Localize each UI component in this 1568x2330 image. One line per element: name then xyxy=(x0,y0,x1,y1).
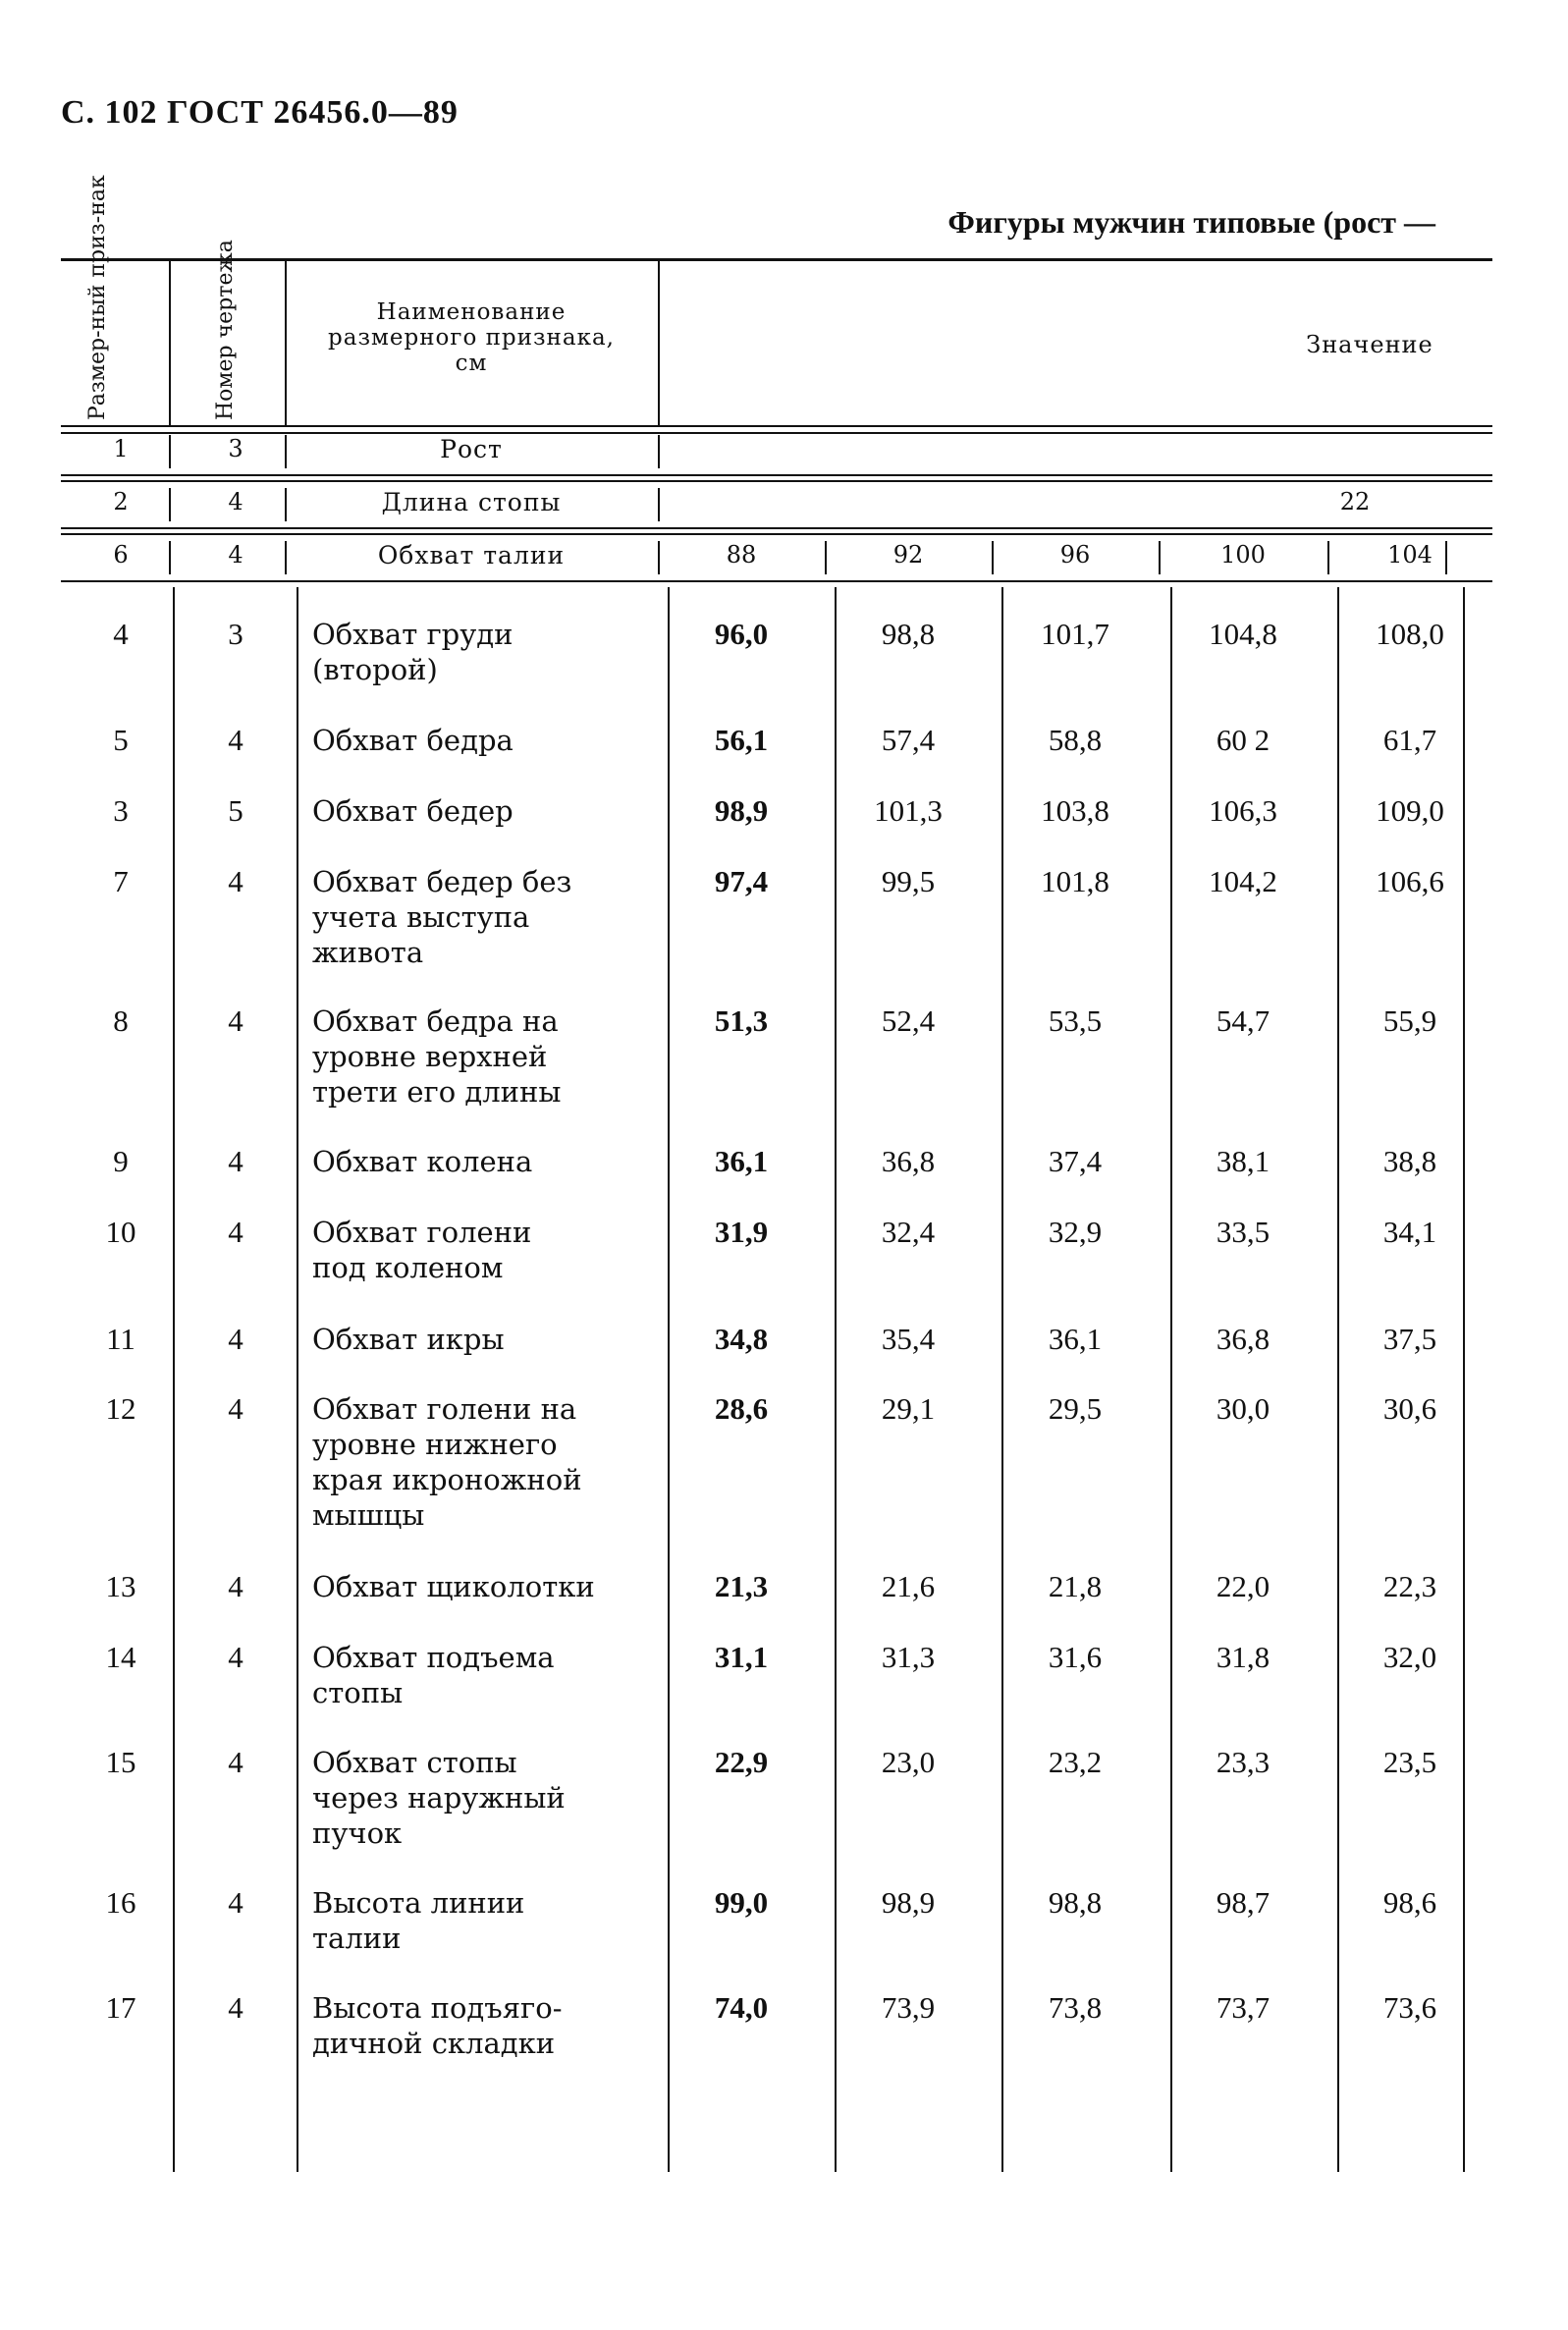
row-value: 73,9 xyxy=(881,1990,936,2025)
row-value: 33,5 xyxy=(1216,1215,1271,1249)
spec-row-code: 2 xyxy=(113,488,129,515)
row-code: 4 xyxy=(113,617,129,651)
row-value: 54,7 xyxy=(1216,1003,1271,1038)
row-value: 31,8 xyxy=(1216,1640,1271,1674)
row-code: 17 xyxy=(105,1990,136,2025)
row-value: 21,8 xyxy=(1048,1569,1103,1603)
spec-row-rule-1 xyxy=(61,474,1492,476)
spec-row-value: 88 xyxy=(726,541,757,569)
row-value: 101,7 xyxy=(1041,617,1109,651)
row-feature-name: Обхват голени на уровне нижнего края икроножной мышцы xyxy=(312,1392,582,1532)
row-drawing: 4 xyxy=(228,1569,243,1603)
row-value: 34,8 xyxy=(714,1322,769,1356)
row-value: 37,5 xyxy=(1382,1322,1437,1356)
row-code: 5 xyxy=(113,723,129,757)
row-drawing: 4 xyxy=(228,1003,243,1038)
row-feature-name: Обхват бедер без учета выступа живота xyxy=(312,865,572,969)
row-value: 22,0 xyxy=(1216,1569,1271,1603)
row-value: 36,8 xyxy=(1216,1322,1271,1356)
row-drawing: 4 xyxy=(228,1391,243,1426)
spec-row-rule-2 xyxy=(61,480,1492,482)
spec-row-drawing: 3 xyxy=(228,435,243,462)
row-value: 53,5 xyxy=(1048,1003,1103,1038)
row-value: 52,4 xyxy=(881,1003,936,1038)
row-value: 23,3 xyxy=(1216,1745,1271,1779)
row-value: 74,0 xyxy=(714,1990,769,2025)
body-column-divider xyxy=(1337,587,1339,2172)
row-drawing: 4 xyxy=(228,1885,243,1920)
row-code: 8 xyxy=(113,1003,129,1038)
row-feature-name: Высота подъяго- дичной складки xyxy=(312,1991,563,2060)
spec-row-value-divider xyxy=(992,541,994,574)
spec-row-divider xyxy=(658,435,660,468)
row-value: 21,6 xyxy=(881,1569,936,1603)
row-drawing: 4 xyxy=(228,1640,243,1674)
row-value: 37,4 xyxy=(1048,1144,1103,1178)
row-value: 23,2 xyxy=(1048,1745,1103,1779)
body-column-divider xyxy=(668,587,670,2172)
row-value: 73,8 xyxy=(1048,1990,1103,2025)
row-drawing: 4 xyxy=(228,1322,243,1356)
spec-row-value: 104 xyxy=(1387,541,1433,569)
spec-row-divider xyxy=(285,488,287,521)
row-value: 56,1 xyxy=(714,723,769,757)
row-value: 103,8 xyxy=(1041,793,1109,828)
spec-row-value: 92 xyxy=(892,541,924,569)
row-value: 98,8 xyxy=(1048,1885,1103,1920)
row-feature-name: Обхват икры xyxy=(312,1323,505,1356)
spec-row-divider xyxy=(169,435,171,468)
row-value: 23,5 xyxy=(1382,1745,1437,1779)
row-drawing: 4 xyxy=(228,1215,243,1249)
page-header: С. 102 ГОСТ 26456.0—89 xyxy=(61,94,459,131)
spec-row-divider xyxy=(285,541,287,574)
row-code: 11 xyxy=(106,1322,135,1356)
row-feature-name: Обхват голени под коленом xyxy=(312,1216,532,1284)
spec-row-drawing: 4 xyxy=(228,488,243,515)
body-column-divider xyxy=(835,587,837,2172)
row-value: 31,3 xyxy=(881,1640,936,1674)
row-feature-name: Обхват груди (второй) xyxy=(312,618,514,686)
column-header-value: Значение xyxy=(1306,331,1433,358)
spec-row-code: 1 xyxy=(113,435,129,462)
spec-row-value-divider xyxy=(1327,541,1329,574)
spec-row-value-divider xyxy=(1159,541,1161,574)
row-value: 96,0 xyxy=(714,617,769,651)
row-value: 29,1 xyxy=(881,1391,936,1426)
spec-row-value: 100 xyxy=(1220,541,1266,569)
row-value: 32,9 xyxy=(1048,1215,1103,1249)
row-code: 10 xyxy=(105,1215,136,1249)
row-value: 31,6 xyxy=(1048,1640,1103,1674)
row-drawing: 4 xyxy=(228,1144,243,1178)
row-value: 104,8 xyxy=(1209,617,1277,651)
header-bottom-rule-2 xyxy=(61,432,1492,434)
header-divider-1 xyxy=(169,258,171,425)
row-value: 58,8 xyxy=(1048,723,1103,757)
spec-row-divider xyxy=(169,541,171,574)
row-value: 104,2 xyxy=(1209,864,1277,898)
row-code: 9 xyxy=(113,1144,129,1178)
spec-row-value-divider xyxy=(1445,541,1447,574)
row-code: 14 xyxy=(105,1640,136,1674)
row-value: 29,5 xyxy=(1048,1391,1103,1426)
spec-row-drawing: 4 xyxy=(228,541,243,569)
row-drawing: 4 xyxy=(228,864,243,898)
row-code: 16 xyxy=(105,1885,136,1920)
row-drawing: 4 xyxy=(228,1990,243,2025)
row-value: 97,4 xyxy=(714,864,769,898)
spec-row-value-divider xyxy=(825,541,827,574)
spec-row-divider xyxy=(285,435,287,468)
row-code: 15 xyxy=(105,1745,136,1779)
body-column-divider xyxy=(1001,587,1003,2172)
row-value: 106,3 xyxy=(1209,793,1277,828)
row-drawing: 5 xyxy=(228,793,243,828)
spec-row-value: 22 xyxy=(1339,488,1371,515)
row-value: 106,6 xyxy=(1376,864,1444,898)
table-caption: Фигуры мужчин типовые (рост — xyxy=(947,204,1435,240)
row-feature-name: Обхват подъема стопы xyxy=(312,1641,555,1709)
spec-row-name: Обхват талии xyxy=(377,541,566,569)
spec-row-code: 6 xyxy=(113,541,129,569)
row-feature-name: Обхват бедра xyxy=(312,724,514,757)
row-drawing: 4 xyxy=(228,723,243,757)
table-top-rule xyxy=(61,258,1492,261)
row-feature-name: Обхват бедра на уровне верхней трети его длины xyxy=(312,1004,562,1109)
row-value: 21,3 xyxy=(714,1569,769,1603)
row-value: 32,4 xyxy=(881,1215,936,1249)
row-drawing: 3 xyxy=(228,617,243,651)
row-value: 22,3 xyxy=(1382,1569,1437,1603)
row-value: 36,1 xyxy=(714,1144,769,1178)
row-value: 51,3 xyxy=(714,1003,769,1038)
row-value: 98,7 xyxy=(1216,1885,1271,1920)
body-column-divider xyxy=(1170,587,1172,2172)
row-value: 109,0 xyxy=(1376,793,1444,828)
spec-row-divider xyxy=(658,541,660,574)
row-value: 22,9 xyxy=(714,1745,769,1779)
spec-row-rule-4 xyxy=(61,533,1492,535)
spec-row-rule-3 xyxy=(61,527,1492,529)
spec-row-divider xyxy=(658,488,660,521)
row-code: 3 xyxy=(113,793,129,828)
row-value: 30,6 xyxy=(1382,1391,1437,1426)
body-column-divider xyxy=(173,587,175,2172)
row-value: 98,6 xyxy=(1382,1885,1437,1920)
row-value: 73,7 xyxy=(1216,1990,1271,2025)
row-value: 31,9 xyxy=(714,1215,769,1249)
row-value: 55,9 xyxy=(1382,1003,1437,1038)
row-value: 108,0 xyxy=(1376,617,1444,651)
row-feature-name: Высота линии талии xyxy=(312,1886,525,1955)
row-value: 34,1 xyxy=(1382,1215,1437,1249)
row-feature-name: Обхват щиколотки xyxy=(312,1570,595,1603)
row-value: 98,8 xyxy=(881,617,936,651)
row-feature-name: Обхват колена xyxy=(312,1145,533,1178)
row-value: 99,0 xyxy=(714,1885,769,1920)
spec-row-divider xyxy=(169,488,171,521)
column-header-size-feature: Размер-ный приз-нак xyxy=(85,175,110,420)
spec-row-rule-5 xyxy=(61,580,1492,582)
body-column-divider xyxy=(297,587,298,2172)
spec-row-name: Длина стопы xyxy=(381,488,562,516)
row-drawing: 4 xyxy=(228,1745,243,1779)
row-value: 61,7 xyxy=(1382,723,1437,757)
row-value: 60 2 xyxy=(1216,723,1271,757)
column-header-feature-name: Наименование размерного признака, см xyxy=(328,299,615,376)
header-divider-2 xyxy=(285,258,287,425)
row-value: 98,9 xyxy=(714,793,769,828)
row-value: 38,8 xyxy=(1382,1144,1437,1178)
row-value: 73,6 xyxy=(1382,1990,1437,2025)
row-value: 101,3 xyxy=(874,793,943,828)
spec-row-name: Рост xyxy=(440,435,503,463)
row-code: 12 xyxy=(105,1391,136,1426)
row-value: 36,8 xyxy=(881,1144,936,1178)
header-bottom-rule xyxy=(61,425,1492,427)
row-feature-name: Обхват стопы через наружный пучок xyxy=(312,1746,566,1850)
row-value: 99,5 xyxy=(881,864,936,898)
row-value: 30,0 xyxy=(1216,1391,1271,1426)
row-feature-name: Обхват бедер xyxy=(312,794,514,828)
row-value: 57,4 xyxy=(881,723,936,757)
row-value: 32,0 xyxy=(1382,1640,1437,1674)
row-value: 35,4 xyxy=(881,1322,936,1356)
spec-row-value: 96 xyxy=(1059,541,1091,569)
row-code: 13 xyxy=(105,1569,136,1603)
row-value: 28,6 xyxy=(714,1391,769,1426)
column-header-drawing-number: Номер чертежа xyxy=(213,240,238,420)
row-value: 98,9 xyxy=(881,1885,936,1920)
header-divider-3 xyxy=(658,258,660,425)
row-value: 31,1 xyxy=(714,1640,769,1674)
row-value: 101,8 xyxy=(1041,864,1109,898)
row-value: 38,1 xyxy=(1216,1144,1271,1178)
row-value: 23,0 xyxy=(881,1745,936,1779)
row-value: 36,1 xyxy=(1048,1322,1103,1356)
row-code: 7 xyxy=(113,864,129,898)
